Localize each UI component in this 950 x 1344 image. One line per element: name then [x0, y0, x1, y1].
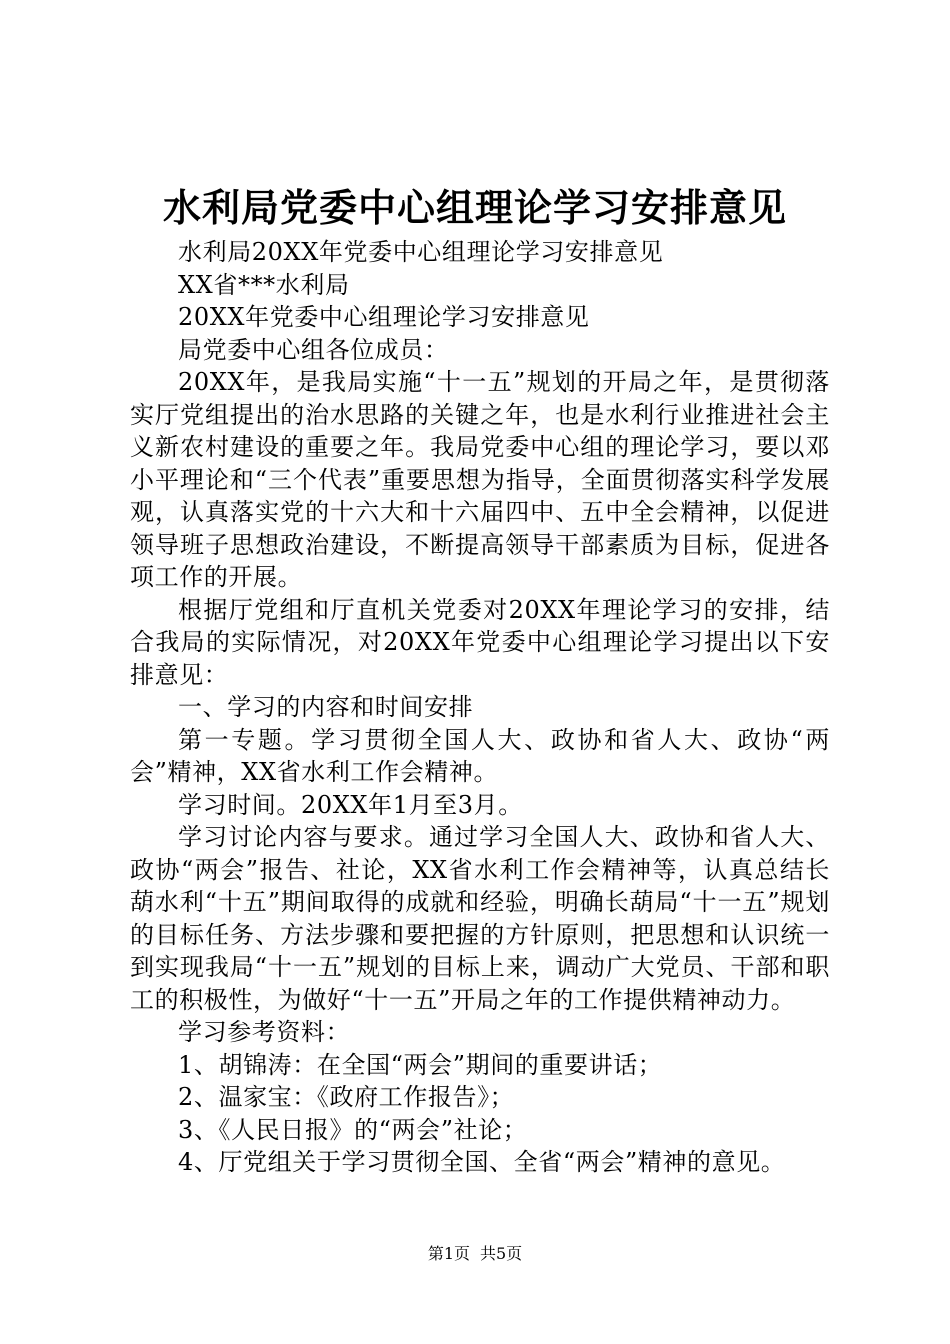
- list-item: 1、胡锦涛：在全国“两会”期间的重要讲话；: [178, 1050, 663, 1079]
- list-item: 3、《人民日报》的“两会”社论；: [178, 1115, 528, 1144]
- paragraph: 局党委中心组各位成员：: [178, 335, 449, 364]
- section-heading: 一、学习的内容和时间安排: [178, 693, 474, 721]
- paragraph: 学习讨论内容与要求。通过学习全国人大、政协和省人大、政协“两会”报告、社论，XX省水利工作会精神等，认真总结长葫水利“十五”期间取得的成就和经验，明确长葫局“十一五”规划的目标任务、方法步骤和要把握的方针原则，把思想和认识统一到实现我局“十一五”规划的目标上来，调动广大党员、干部和职工的积极性，为做好“十一五”开局之年的工作提供精神动力。: [130, 823, 830, 1014]
- paragraph: 根据厅党组和厅直机关党委对20XX年理论学习的安排，结合我局的实际情况，对20XX年党委中心组理论学习提出以下安排意见：: [130, 595, 830, 689]
- paragraph: XX省***水利局: [178, 270, 350, 299]
- paragraph: 学习时间。20XX年1月至3月。: [178, 790, 523, 819]
- paragraph: 20XX年党委中心组理论学习安排意见: [178, 303, 590, 331]
- document-title: 水利局党委中心组理论学习安排意见: [162, 186, 787, 230]
- paragraph: 水利局20XX年党委中心组理论学习安排意见: [178, 238, 664, 266]
- list-item: 4、厅党组关于学习贯彻全国、全省“两会”精神的意见。: [178, 1148, 786, 1176]
- paragraph: 20XX年，是我局实施“十一五”规划的开局之年，是贯彻落实厅党组提出的治水思路的关键之年，也是水利行业推进社会主义新农村建设的重要之年。我局党委中心组的理论学习，要以邓小平理论和“三个代表”重要思想为指导，全面贯彻落实科学发展观，认真落实党的十六大和十六届四中、五中全会精神，以促进领导班子思想政治建设，不断提高领导干部素质为目标，促进各项工作的开展。: [130, 368, 830, 591]
- page-number: 第1页: [427, 1244, 470, 1263]
- paragraph: 学习参考资料：: [178, 1018, 351, 1046]
- document-body: [130, 236, 830, 1179]
- paragraph: 第一专题。学习贯彻全国人大、政协和省人大、政协“两会”精神，XX省水利工作会精神。: [130, 725, 830, 786]
- page-total: 共5页: [480, 1244, 523, 1263]
- page-footer: [0, 1242, 950, 1266]
- list-item: 2、温家宝：《政府工作报告》；: [178, 1083, 515, 1111]
